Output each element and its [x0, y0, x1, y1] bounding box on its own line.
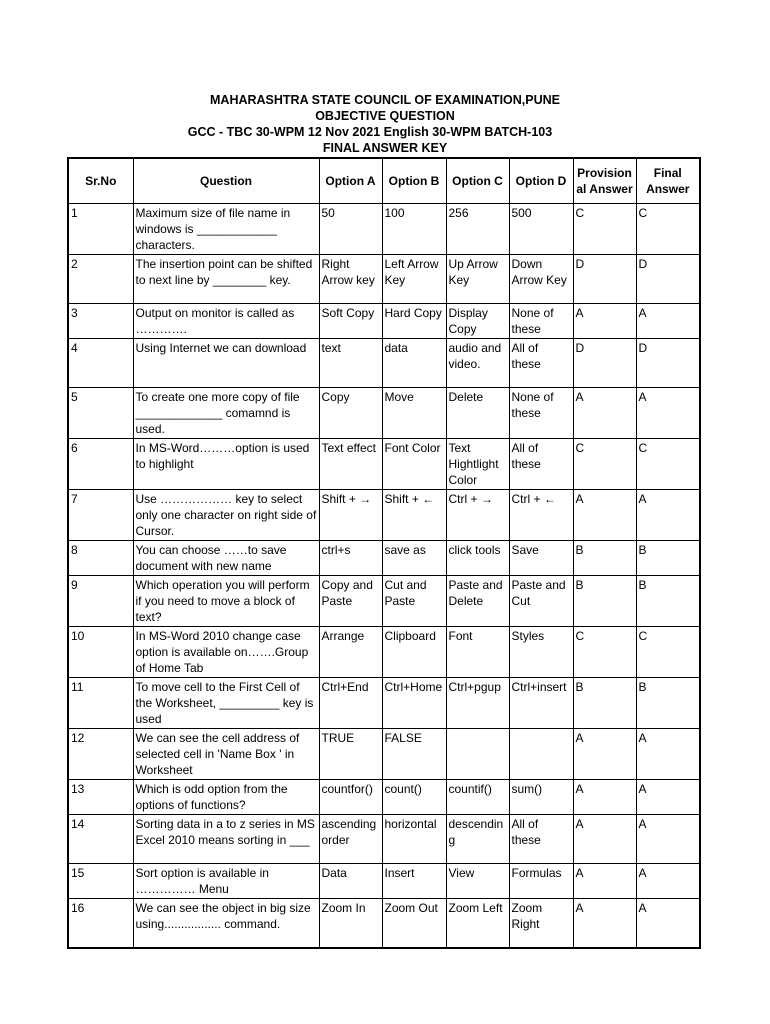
option-b-cell: save as [382, 541, 446, 576]
table-row [68, 541, 700, 576]
table-row [68, 255, 700, 304]
final-answer-cell: A [636, 304, 700, 339]
option-a-cell: Right Arrow key [319, 255, 382, 304]
provisional-answer-cell: C [573, 204, 636, 255]
sr-no-cell: 1 [68, 204, 133, 255]
option-a-cell: Data [319, 864, 382, 899]
option-c-cell: 256 [446, 204, 509, 255]
question-cell: Which operation you will perform if you need to move a block of text? [133, 576, 319, 627]
col-header-provisional-answer: Provisional Answer [573, 158, 636, 204]
option-a-cell: ctrl+s [319, 541, 382, 576]
option-b-cell: Left Arrow Key [382, 255, 446, 304]
table-row [68, 627, 700, 678]
col-header-srno: Sr.No [68, 158, 133, 204]
final-answer-cell: B [636, 576, 700, 627]
option-b-cell: Shift + ← [382, 490, 446, 541]
question-cell: Sorting data in a to z series in MS Excel 2010 means sorting in ___ [133, 815, 319, 864]
final-answer-cell: A [636, 388, 700, 439]
option-c-cell: Text Hightlight Color [446, 439, 509, 490]
option-d-cell [509, 729, 573, 780]
answer-key-table [67, 157, 701, 949]
option-d-cell: None of these [509, 388, 573, 439]
question-cell: Using Internet we can download [133, 339, 319, 388]
option-c-cell: View [446, 864, 509, 899]
question-cell: To create one more copy of file _____________ comamnd is used. [133, 388, 319, 439]
sr-no-cell: 9 [68, 576, 133, 627]
option-b-cell: 100 [382, 204, 446, 255]
option-d-cell: All of these [509, 439, 573, 490]
option-a-cell: Ctrl+End [319, 678, 382, 729]
final-answer-cell: B [636, 541, 700, 576]
option-c-cell: Font [446, 627, 509, 678]
sr-no-cell: 11 [68, 678, 133, 729]
col-header-option-d: Option D [509, 158, 573, 204]
question-cell: To move cell to the First Cell of the Worksheet, _________ key is used [133, 678, 319, 729]
question-cell: Sort option is available in …………… Menu [133, 864, 319, 899]
option-a-cell: ascending order [319, 815, 382, 864]
document-header [0, 92, 770, 156]
option-d-cell: Save [509, 541, 573, 576]
option-d-cell: All of these [509, 815, 573, 864]
sr-no-cell: 14 [68, 815, 133, 864]
question-cell: In MS-Word………option is used to highlight [133, 439, 319, 490]
sr-no-cell: 13 [68, 780, 133, 815]
provisional-answer-cell: D [573, 255, 636, 304]
provisional-answer-cell: A [573, 864, 636, 899]
option-d-cell: sum() [509, 780, 573, 815]
question-cell: The insertion point can be shifted to next line by ________ key. [133, 255, 319, 304]
table-row [68, 490, 700, 541]
final-answer-cell: A [636, 815, 700, 864]
question-cell: Output on monitor is called as …………. [133, 304, 319, 339]
table-row [68, 729, 700, 780]
col-header-final-answer: Final Answer [636, 158, 700, 204]
option-b-cell: horizontal [382, 815, 446, 864]
option-b-cell: FALSE [382, 729, 446, 780]
col-header-option-b: Option B [382, 158, 446, 204]
provisional-answer-cell: A [573, 815, 636, 864]
sr-no-cell: 5 [68, 388, 133, 439]
option-d-cell: Formulas [509, 864, 573, 899]
option-c-cell: Up Arrow Key [446, 255, 509, 304]
provisional-answer-cell: D [573, 339, 636, 388]
provisional-answer-cell: A [573, 899, 636, 949]
header-line-1: MAHARASHTRA STATE COUNCIL OF EXAMINATION,PUNE [210, 93, 560, 107]
option-b-cell: Insert [382, 864, 446, 899]
table-row [68, 899, 700, 949]
sr-no-cell: 3 [68, 304, 133, 339]
question-cell: Use ……………… key to select only one character on right side of Cursor. [133, 490, 319, 541]
option-a-cell: Zoom In [319, 899, 382, 949]
option-d-cell: Paste and Cut [509, 576, 573, 627]
provisional-answer-cell: A [573, 729, 636, 780]
option-a-cell: Copy and Paste [319, 576, 382, 627]
table-row [68, 439, 700, 490]
option-b-cell: count() [382, 780, 446, 815]
option-b-cell: Hard Copy [382, 304, 446, 339]
option-a-cell: Arrange [319, 627, 382, 678]
provisional-answer-cell: C [573, 439, 636, 490]
final-answer-cell: A [636, 864, 700, 899]
table-row [68, 576, 700, 627]
sr-no-cell: 10 [68, 627, 133, 678]
question-cell: Which is odd option from the options of functions? [133, 780, 319, 815]
final-answer-cell: A [636, 490, 700, 541]
option-b-cell: data [382, 339, 446, 388]
col-header-question: Question [133, 158, 319, 204]
sr-no-cell: 12 [68, 729, 133, 780]
provisional-answer-cell: A [573, 780, 636, 815]
option-b-cell: Font Color [382, 439, 446, 490]
option-c-cell: click tools [446, 541, 509, 576]
option-d-cell: Zoom Right [509, 899, 573, 949]
sr-no-cell: 4 [68, 339, 133, 388]
header-line-4: FINAL ANSWER KEY [322, 141, 448, 155]
table-row [68, 815, 700, 864]
question-cell: We can see the object in big size using................. command. [133, 899, 319, 949]
option-b-cell: Move [382, 388, 446, 439]
final-answer-cell: A [636, 729, 700, 780]
final-answer-cell: D [636, 255, 700, 304]
option-d-cell: Styles [509, 627, 573, 678]
provisional-answer-cell: A [573, 388, 636, 439]
option-d-cell: None of these [509, 304, 573, 339]
table-row [68, 780, 700, 815]
final-answer-cell: A [636, 780, 700, 815]
provisional-answer-cell: A [573, 304, 636, 339]
option-a-cell: TRUE [319, 729, 382, 780]
option-d-cell: Ctrl + ← [509, 490, 573, 541]
table-header-row [68, 158, 700, 204]
option-c-cell [446, 729, 509, 780]
option-d-cell: 500 [509, 204, 573, 255]
option-c-cell: countif() [446, 780, 509, 815]
option-a-cell: countfor() [319, 780, 382, 815]
sr-no-cell: 16 [68, 899, 133, 949]
option-a-cell: text [319, 339, 382, 388]
option-d-cell: Ctrl+insert [509, 678, 573, 729]
sr-no-cell: 2 [68, 255, 133, 304]
option-b-cell: Cut and Paste [382, 576, 446, 627]
table-row [68, 204, 700, 255]
table-row [68, 678, 700, 729]
table-row [68, 304, 700, 339]
sr-no-cell: 15 [68, 864, 133, 899]
final-answer-cell: D [636, 339, 700, 388]
option-c-cell: audio and video. [446, 339, 509, 388]
final-answer-cell: B [636, 678, 700, 729]
option-c-cell: descending [446, 815, 509, 864]
option-a-cell: Soft Copy [319, 304, 382, 339]
option-a-cell: Copy [319, 388, 382, 439]
option-a-cell: 50 [319, 204, 382, 255]
option-c-cell: Zoom Left [446, 899, 509, 949]
final-answer-cell: A [636, 899, 700, 949]
question-cell: In MS-Word 2010 change case option is available on…….Group of Home Tab [133, 627, 319, 678]
table-row [68, 339, 700, 388]
provisional-answer-cell: C [573, 627, 636, 678]
sr-no-cell: 6 [68, 439, 133, 490]
question-cell: We can see the cell address of selected cell in 'Name Box ' in Worksheet [133, 729, 319, 780]
provisional-answer-cell: A [573, 490, 636, 541]
option-c-cell: Display Copy [446, 304, 509, 339]
col-header-option-a: Option A [319, 158, 382, 204]
final-answer-cell: C [636, 439, 700, 490]
provisional-answer-cell: B [573, 576, 636, 627]
option-c-cell: Paste and Delete [446, 576, 509, 627]
question-cell: Maximum size of file name in windows is ____________ characters. [133, 204, 319, 255]
option-d-cell: Down Arrow Key [509, 255, 573, 304]
provisional-answer-cell: B [573, 541, 636, 576]
option-c-cell: Ctrl+pgup [446, 678, 509, 729]
option-a-cell: Text effect [319, 439, 382, 490]
final-answer-cell: C [636, 627, 700, 678]
provisional-answer-cell: B [573, 678, 636, 729]
sr-no-cell: 8 [68, 541, 133, 576]
option-b-cell: Ctrl+Home [382, 678, 446, 729]
final-answer-cell: C [636, 204, 700, 255]
sr-no-cell: 7 [68, 490, 133, 541]
table-row [68, 388, 700, 439]
option-b-cell: Zoom Out [382, 899, 446, 949]
option-d-cell: All of these [509, 339, 573, 388]
option-a-cell: Shift + → [319, 490, 382, 541]
col-header-option-c: Option C [446, 158, 509, 204]
option-b-cell: Clipboard [382, 627, 446, 678]
option-c-cell: Delete [446, 388, 509, 439]
option-c-cell: Ctrl + → [446, 490, 509, 541]
header-line-2: OBJECTIVE QUESTION [315, 109, 455, 123]
question-cell: You can choose ……to save document with new name [133, 541, 319, 576]
table-row [68, 864, 700, 899]
header-line-3: GCC - TBC 30-WPM 12 Nov 2021 English 30-WPM BATCH-103 [187, 125, 553, 139]
